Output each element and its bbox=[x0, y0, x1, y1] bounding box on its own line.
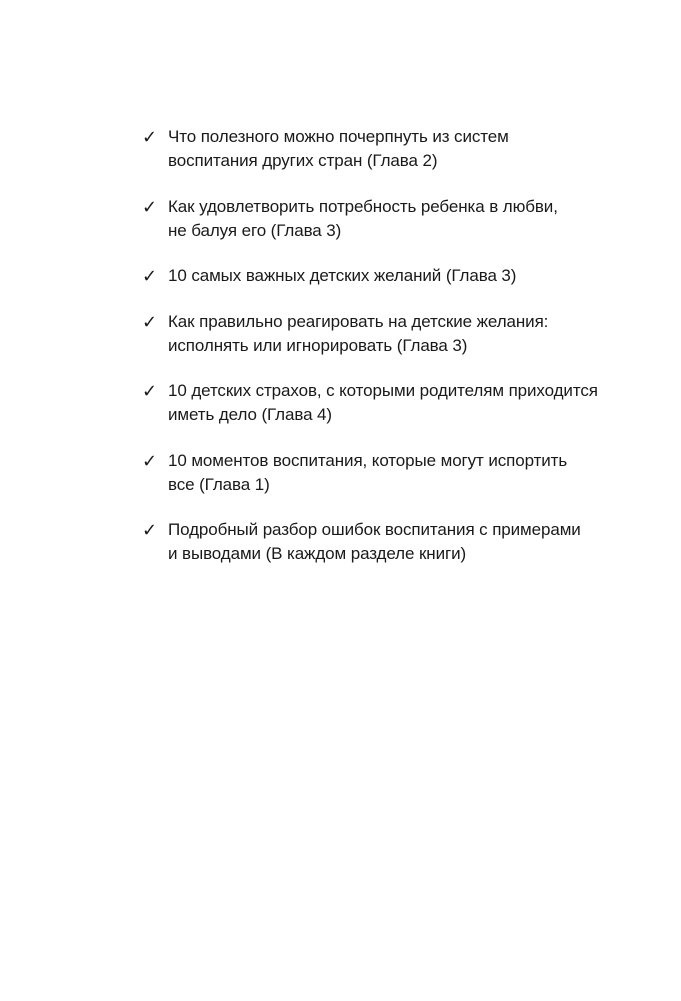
list-item-text bbox=[168, 449, 632, 497]
list-item bbox=[142, 449, 632, 497]
list-item-line: Как правильно реагировать на детские желания: bbox=[168, 311, 549, 331]
list-item-text bbox=[168, 379, 632, 427]
list-item bbox=[142, 264, 632, 288]
list-item-line: воспитания других стран (Глава 2) bbox=[168, 151, 438, 170]
list-item-text bbox=[168, 264, 632, 288]
checklist bbox=[142, 125, 632, 588]
list-item bbox=[142, 310, 632, 358]
list-item-line: 10 самых важных детских желаний (Глава 3) bbox=[168, 266, 517, 285]
list-item-line: иметь дело (Глава 4) bbox=[168, 405, 332, 424]
list-item-line: Как удовлетворить потребность ребенка в любви, bbox=[168, 196, 558, 216]
list-item-line: не балуя его (Глава 3) bbox=[168, 220, 342, 240]
check-mark-icon: ✓ bbox=[142, 127, 158, 147]
list-item-line: все (Глава 1) bbox=[168, 474, 270, 494]
list-item bbox=[142, 195, 632, 243]
list-item-line: исполнять или игнорировать (Глава 3) bbox=[168, 335, 468, 355]
check-mark-icon: ✓ bbox=[142, 311, 158, 332]
check-mark-icon: ✓ bbox=[142, 381, 158, 401]
list-item-text bbox=[168, 518, 632, 566]
check-mark-icon: ✓ bbox=[142, 450, 158, 471]
list-item bbox=[142, 125, 632, 173]
list-item-text bbox=[168, 125, 632, 173]
list-item-line: Что полезного можно почерпнуть из систем bbox=[168, 127, 509, 146]
list-item-line: 10 моментов воспитания, которые могут испортить bbox=[168, 450, 568, 470]
check-mark-icon: ✓ bbox=[142, 520, 158, 540]
list-item-line: Подробный разбор ошибок воспитания с примерами bbox=[168, 520, 581, 539]
list-item-text bbox=[168, 195, 632, 243]
list-item-text bbox=[168, 310, 632, 358]
list-item-line: 10 детских страхов, с которыми родителям приходится bbox=[168, 381, 598, 400]
list-item bbox=[142, 379, 632, 427]
check-mark-icon: ✓ bbox=[142, 266, 158, 286]
list-item bbox=[142, 518, 632, 566]
check-mark-icon: ✓ bbox=[142, 196, 158, 217]
list-item-line: и выводами (В каждом разделе книги) bbox=[168, 544, 467, 563]
